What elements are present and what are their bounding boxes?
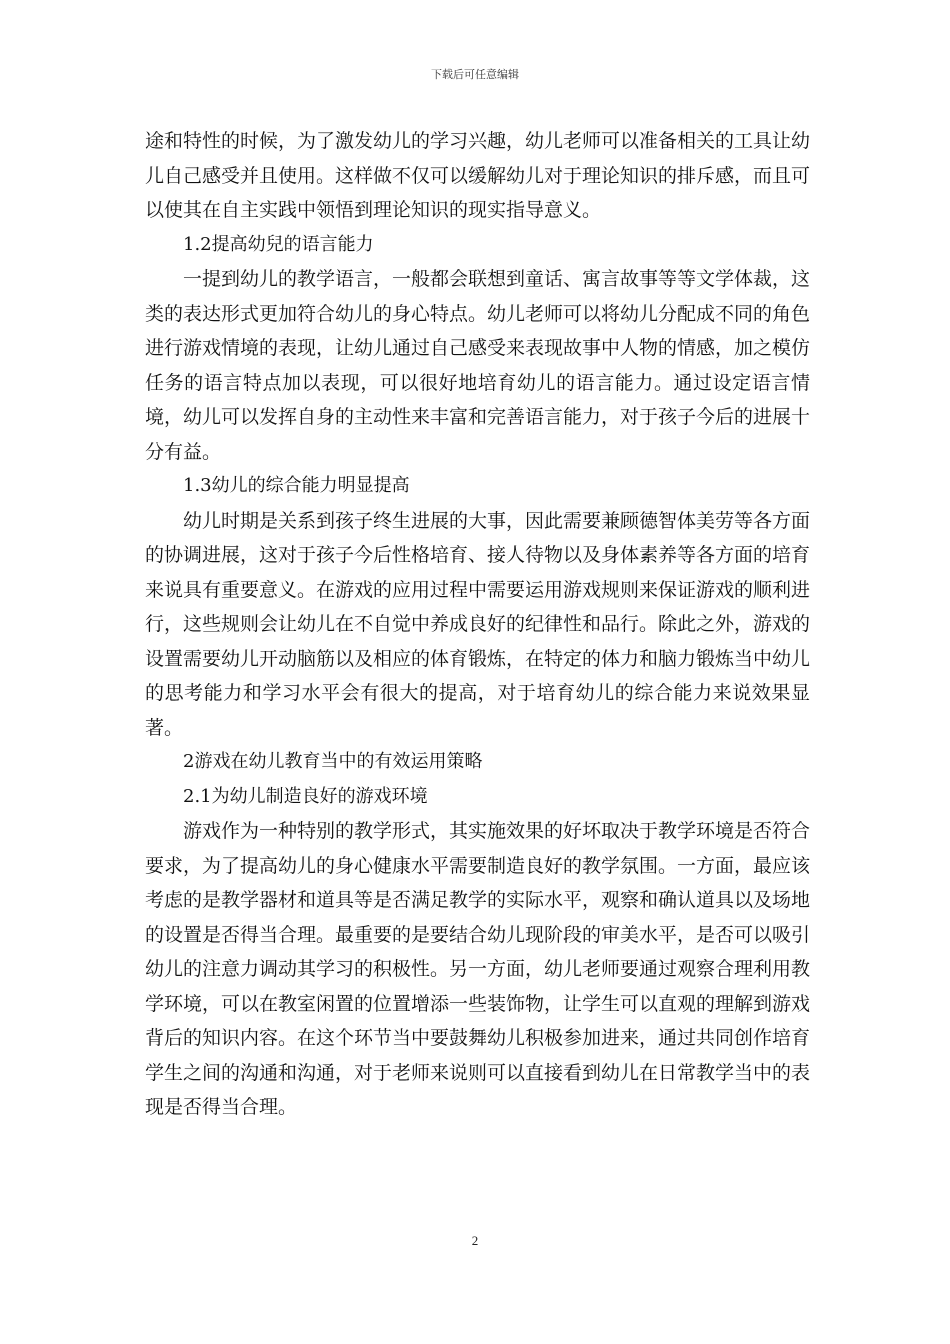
section-heading-1-3: 1.3幼儿的综合能力明显提高: [183, 475, 410, 496]
paragraph-comprehensive-ability: 幼儿时期是关系到孩子终生进展的大事，因此需要兼顾德智体美劳等各方面的协调进展，这对于孩子今后性格培育、接人待物以及身体素养等各方面的培育来说具有重要意义。在游戏的应用过程中需要运用游戏规则来保证游戏的顺利进行，这些规则会让幼儿在不自觉中养成良好的纪律性和品行。除此之外，游戏的设置需要幼儿开动脑筋以及相应的体育锻炼，在特定的体力和脑力锻炼当中幼儿的思考能力和学习水平会有很大的提高，对于培育幼儿的综合能力来说效果显著。: [145, 509, 811, 739]
section-heading-2: 2游戏在幼儿教育当中的有效运用策略: [183, 751, 483, 772]
paragraph-language-ability: 一提到幼儿的教学语言，一般都会联想到童话、寓言故事等等文学体裁，这类的表达形式更加符合幼儿的身心特点。幼儿老师可以将幼儿分配成不同的角色进行游戏情境的表现，让幼儿通过自己感受来表现故事中人物的情感，加之模仿任务的语言特点加以表现，可以很好地培育幼儿的语言能力。通过设定语言情境，幼儿可以发挥自身的主动性来丰富和完善语言能力，对于孩子今后的进展十分有益。: [145, 268, 811, 463]
section-heading-2-1: 2.1为幼儿制造良好的游戏环境: [183, 785, 428, 807]
paragraph-continued: 途和特性的时候，为了激发幼儿的学习兴趣，幼儿老师可以准备相关的工具让幼儿自己感受并且使用。这样做不仅可以缓解幼儿对于理论知识的排斥感，而且可以使其在自主实践中领悟到理论知识的现实指导意义。: [145, 130, 811, 221]
document-body: [145, 124, 810, 1125]
paragraph-game-environment: 游戏作为一种特别的教学形式，其实施效果的好坏取决于教学环境是否符合要求，为了提高幼儿的身心健康水平需要制造良好的教学氛围。一方面，最应该考虑的是教学器材和道具等是否满足教学的实际水平，观察和确认道具以及场地的设置是否得当合理。最重要的是要结合幼儿现阶段的审美水平，是否可以吸引幼儿的注意力调动其学习的积极性。另一方面，幼儿老师要通过观察合理利用教学环境，可以在教室闲置的位置增添一些装饰物，让学生可以直观的理解到游戏背后的知识内容。在这个环节当中要鼓舞幼儿积极参加进来，通过共同创作培育学生之间的沟通和沟通，对于老师来说则可以直接看到幼儿在日常教学当中的表现是否得当合理。: [145, 820, 811, 1118]
section-heading-1-2: 1.2提高幼兒的语言能力: [183, 233, 374, 255]
page-number: 2: [471, 1233, 479, 1248]
page-header: 下载后可任意编辑: [431, 68, 519, 81]
